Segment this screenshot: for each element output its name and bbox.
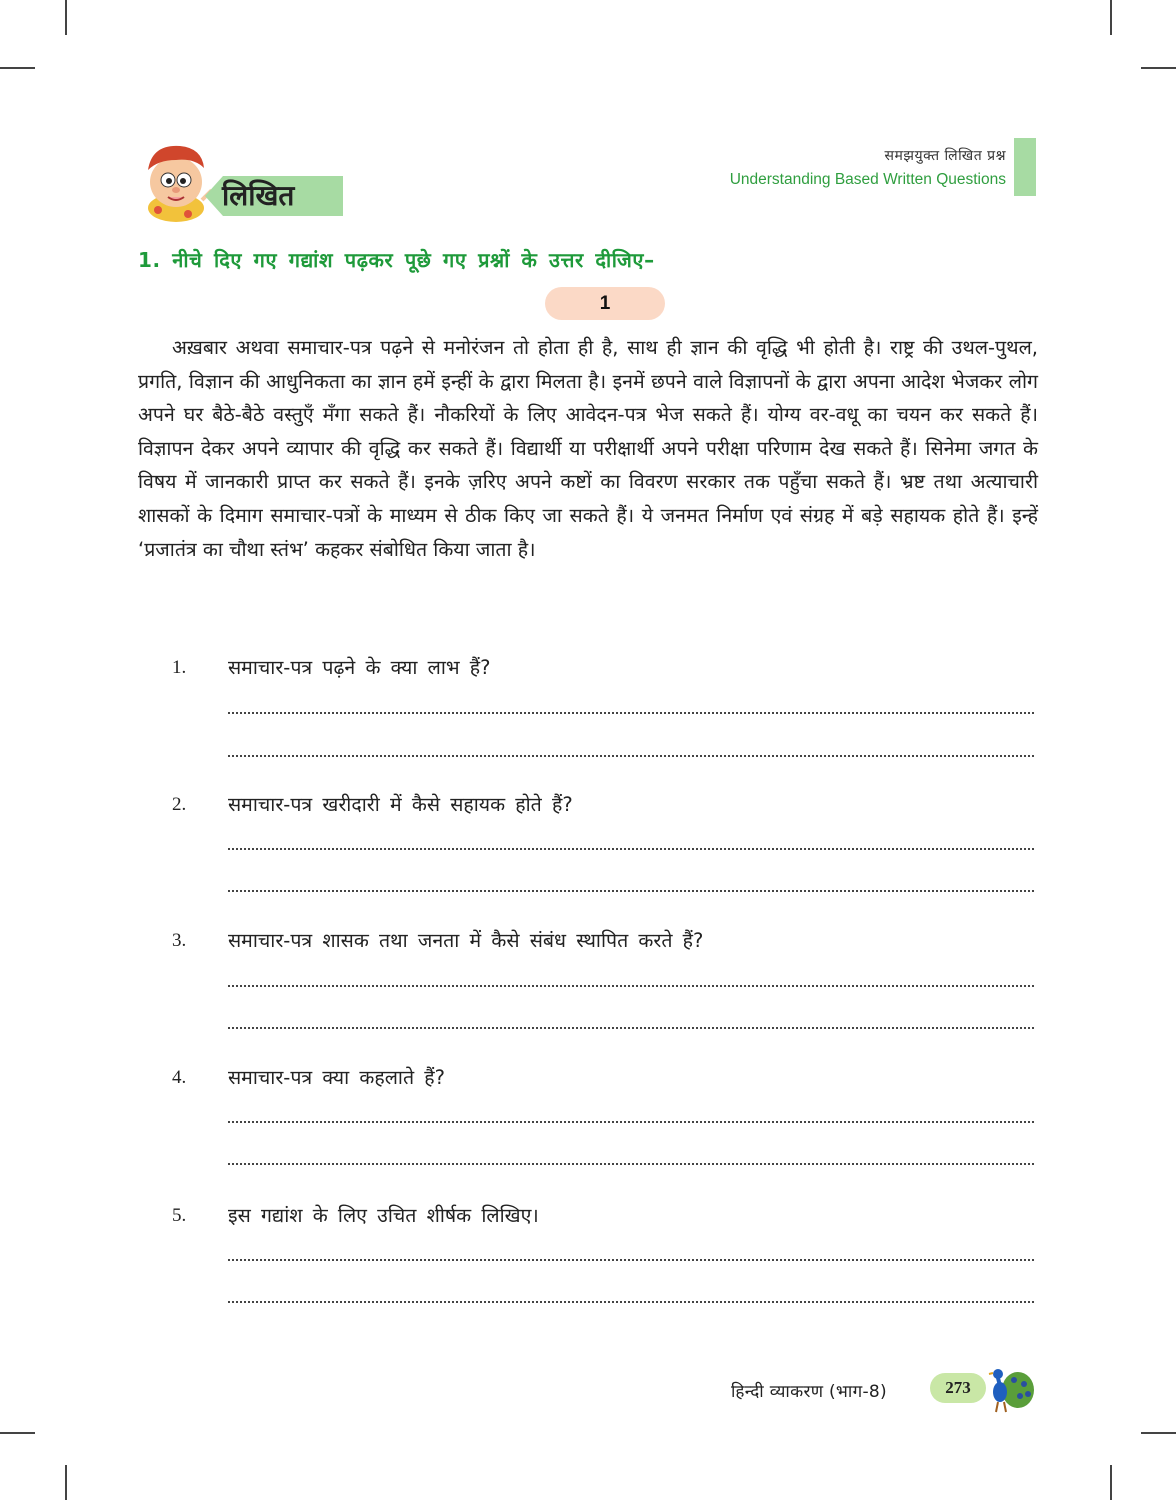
answer-line[interactable] <box>228 1121 1034 1123</box>
answer-line[interactable] <box>228 1301 1034 1303</box>
boy-mascot-icon <box>136 140 216 222</box>
banner-label: लिखित <box>222 179 295 212</box>
question-text: इस गद्यांश के लिए उचित शीर्षक लिखिए। <box>228 1204 539 1227</box>
answer-line[interactable] <box>228 1027 1034 1029</box>
section-title-english: Understanding Based Written Questions <box>729 171 1006 188</box>
question-number: 4. <box>172 1067 187 1088</box>
answer-line[interactable] <box>228 985 1034 987</box>
exercise-instruction: 1. नीचे दिए गए गद्यांश पढ़कर पूछे गए प्रश्नों के उत्तर दीजिए– <box>138 248 655 272</box>
answer-line[interactable] <box>228 1259 1034 1261</box>
question-number: 1. <box>172 657 187 678</box>
passage-text: अख़बार अथवा समाचार-पत्र पढ़ने से मनोरंजन तो होता ही है, साथ ही ज्ञान की वृद्धि भी होती है। राष्ट्र की उथल-पुथल, प्रगति, विज्ञान की आधुनिकता का ज्ञान हमें इन्हीं के द्वारा मिलता है। इनमें छपने वाले विज्ञापनों के द्वारा अपना आदेश भेजकर लोग अपने घर बैठे-बैठे वस्तुएँ मँगा सकते हैं। नौकरियों के लिए आवेदन-पत्र भेज सकते हैं। योग्य वर-वधू का चयन कर सकते हैं। विज्ञापन देकर अपने व्यापार की वृद्धि कर सकते हैं। विद्यार्थी या परीक्षार्थी अपने परीक्षा परिणाम देख सकते हैं। सिनेमा जगत के विषय में जानकारी प्राप्त कर सकते हैं। इनके ज़रिए अपने कष्टों का विवरण सरकार तक पहुँचा सकते हैं। भ्रष्ट तथा अत्याचारी शासकों के दिमाग समाचार-पत्रों के माध्यम से ठीक किए जा सकते हैं। ये जनमत निर्माण एवं संग्रह में बड़े सहायक होते हैं। इन्हें ‘प्रजातंत्र का चौथा स्तंभ’ कहकर संबोधित किया जाता है। <box>138 336 1038 561</box>
answer-line[interactable] <box>228 848 1034 850</box>
header-accent-bar <box>1014 138 1036 196</box>
question-number: 5. <box>172 1205 187 1226</box>
crop-mark <box>1141 67 1176 69</box>
answer-line[interactable] <box>228 755 1034 757</box>
crop-mark <box>65 1465 67 1500</box>
crop-mark <box>0 1432 35 1434</box>
question-text: समाचार-पत्र पढ़ने के क्या लाभ हैं? <box>228 656 491 679</box>
peacock-icon <box>978 1360 1036 1418</box>
crop-mark <box>1110 0 1112 35</box>
section-header <box>730 146 1006 189</box>
question-text: समाचार-पत्र क्या कहलाते हैं? <box>228 1066 445 1089</box>
page-number: 273 <box>930 1373 986 1403</box>
crop-mark <box>1141 1432 1176 1434</box>
answer-line[interactable] <box>228 712 1034 714</box>
book-title: हिन्दी व्याकरण (भाग-8) <box>731 1382 887 1402</box>
crop-mark <box>0 67 35 69</box>
question-number: 3. <box>172 930 187 951</box>
passage-number-badge: 1 <box>545 287 665 320</box>
crop-mark <box>65 0 67 35</box>
question-number: 2. <box>172 794 187 815</box>
crop-mark <box>1110 1465 1112 1500</box>
section-title-hindi: समझयुक्त लिखित प्रश्न <box>884 148 1006 164</box>
answer-line[interactable] <box>228 1163 1034 1165</box>
question-text: समाचार-पत्र शासक तथा जनता में कैसे संबंध स्थापित करते हैं? <box>228 929 704 952</box>
answer-line[interactable] <box>228 890 1034 892</box>
question-text: समाचार-पत्र खरीदारी में कैसे सहायक होते हैं? <box>228 793 573 816</box>
